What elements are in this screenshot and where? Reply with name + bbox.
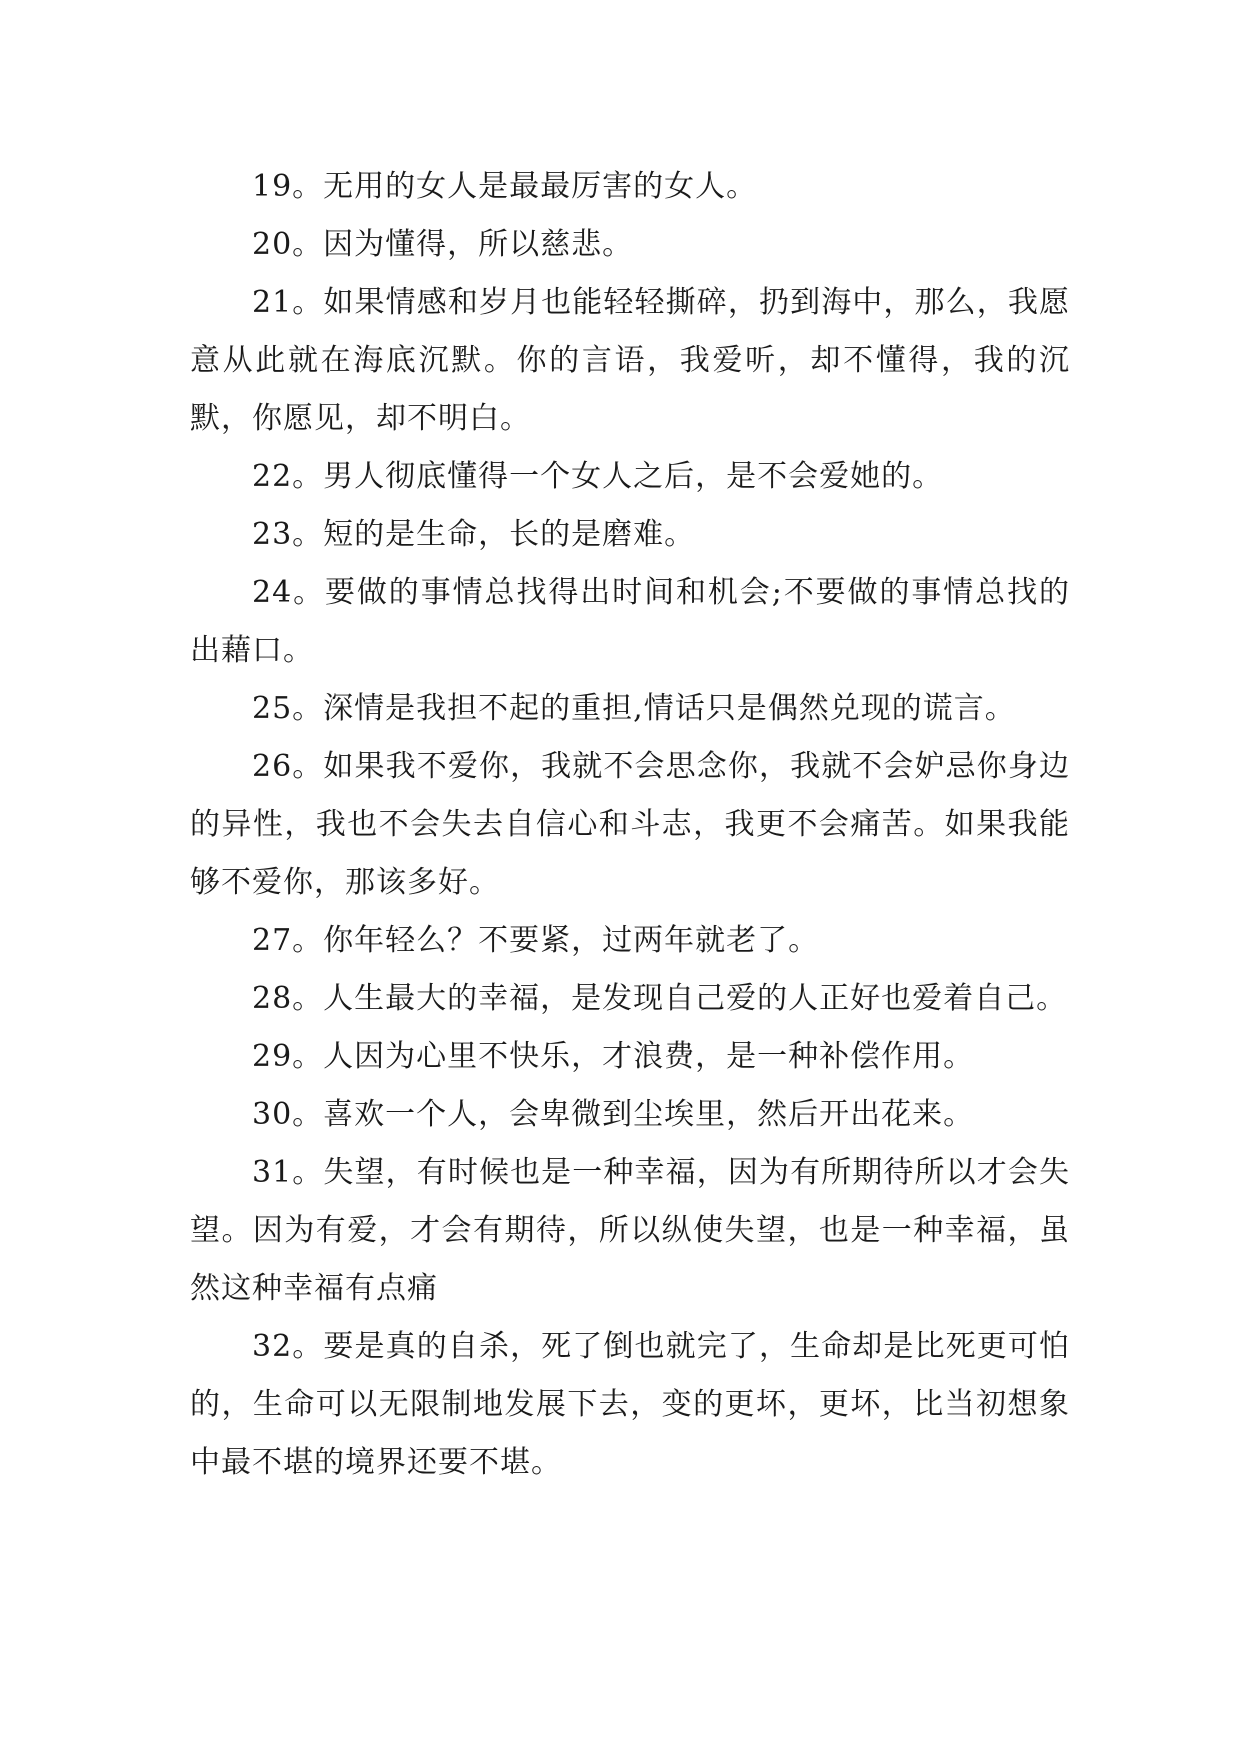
paragraph-32: 32。要是真的自杀，死了倒也就完了，生命却是比死更可怕的，生命可以无限制地发展下去，变的更坏，更坏，比当初想象中最不堪的境界还要不堪。	[190, 1329, 1070, 1480]
paragraph-20: 20。因为懂得，所以慈悲。	[252, 227, 634, 262]
paragraph-29: 29。人因为心里不快乐，才浪费，是一种补偿作用。	[252, 1039, 975, 1074]
paragraph-24: 24。要做的事情总找得出时间和机会;不要做的事情总找的出藉口。	[190, 575, 1070, 668]
paragraph-30: 30。喜欢一个人，会卑微到尘埃里，然后开出花来。	[252, 1097, 975, 1132]
paragraph-21: 21。如果情感和岁月也能轻轻撕碎，扔到海中，那么，我愿意从此就在海底沉默。你的言语，我爱听，却不懂得，我的沉默，你愿见，却不明白。	[190, 285, 1070, 436]
paragraph-31: 31。失望，有时候也是一种幸福，因为有所期待所以才会失望。因为有爱，才会有期待，所以纵使失望，也是一种幸福，虽然这种幸福有点痛	[190, 1155, 1070, 1306]
paragraph-19: 19。无用的女人是最最厉害的女人。	[252, 169, 758, 204]
paragraph-28: 28。人生最大的幸福，是发现自己爱的人正好也爱着自己。	[252, 981, 1068, 1016]
paragraph-23: 23。短的是生命，长的是磨难。	[252, 517, 696, 552]
paragraph-27: 27。你年轻么？不要紧，过两年就老了。	[252, 923, 820, 958]
paragraph-25: 25。深情是我担不起的重担,情话只是偶然兑现的谎言。	[252, 691, 1016, 726]
paragraph-22: 22。男人彻底懂得一个女人之后，是不会爱她的。	[252, 459, 944, 494]
paragraph-26: 26。如果我不爱你，我就不会思念你，我就不会妒忌你身边的异性，我也不会失去自信心和斗志，我更不会痛苦。如果我能够不爱你，那该多好。	[190, 749, 1070, 900]
document-body	[190, 158, 1070, 1492]
